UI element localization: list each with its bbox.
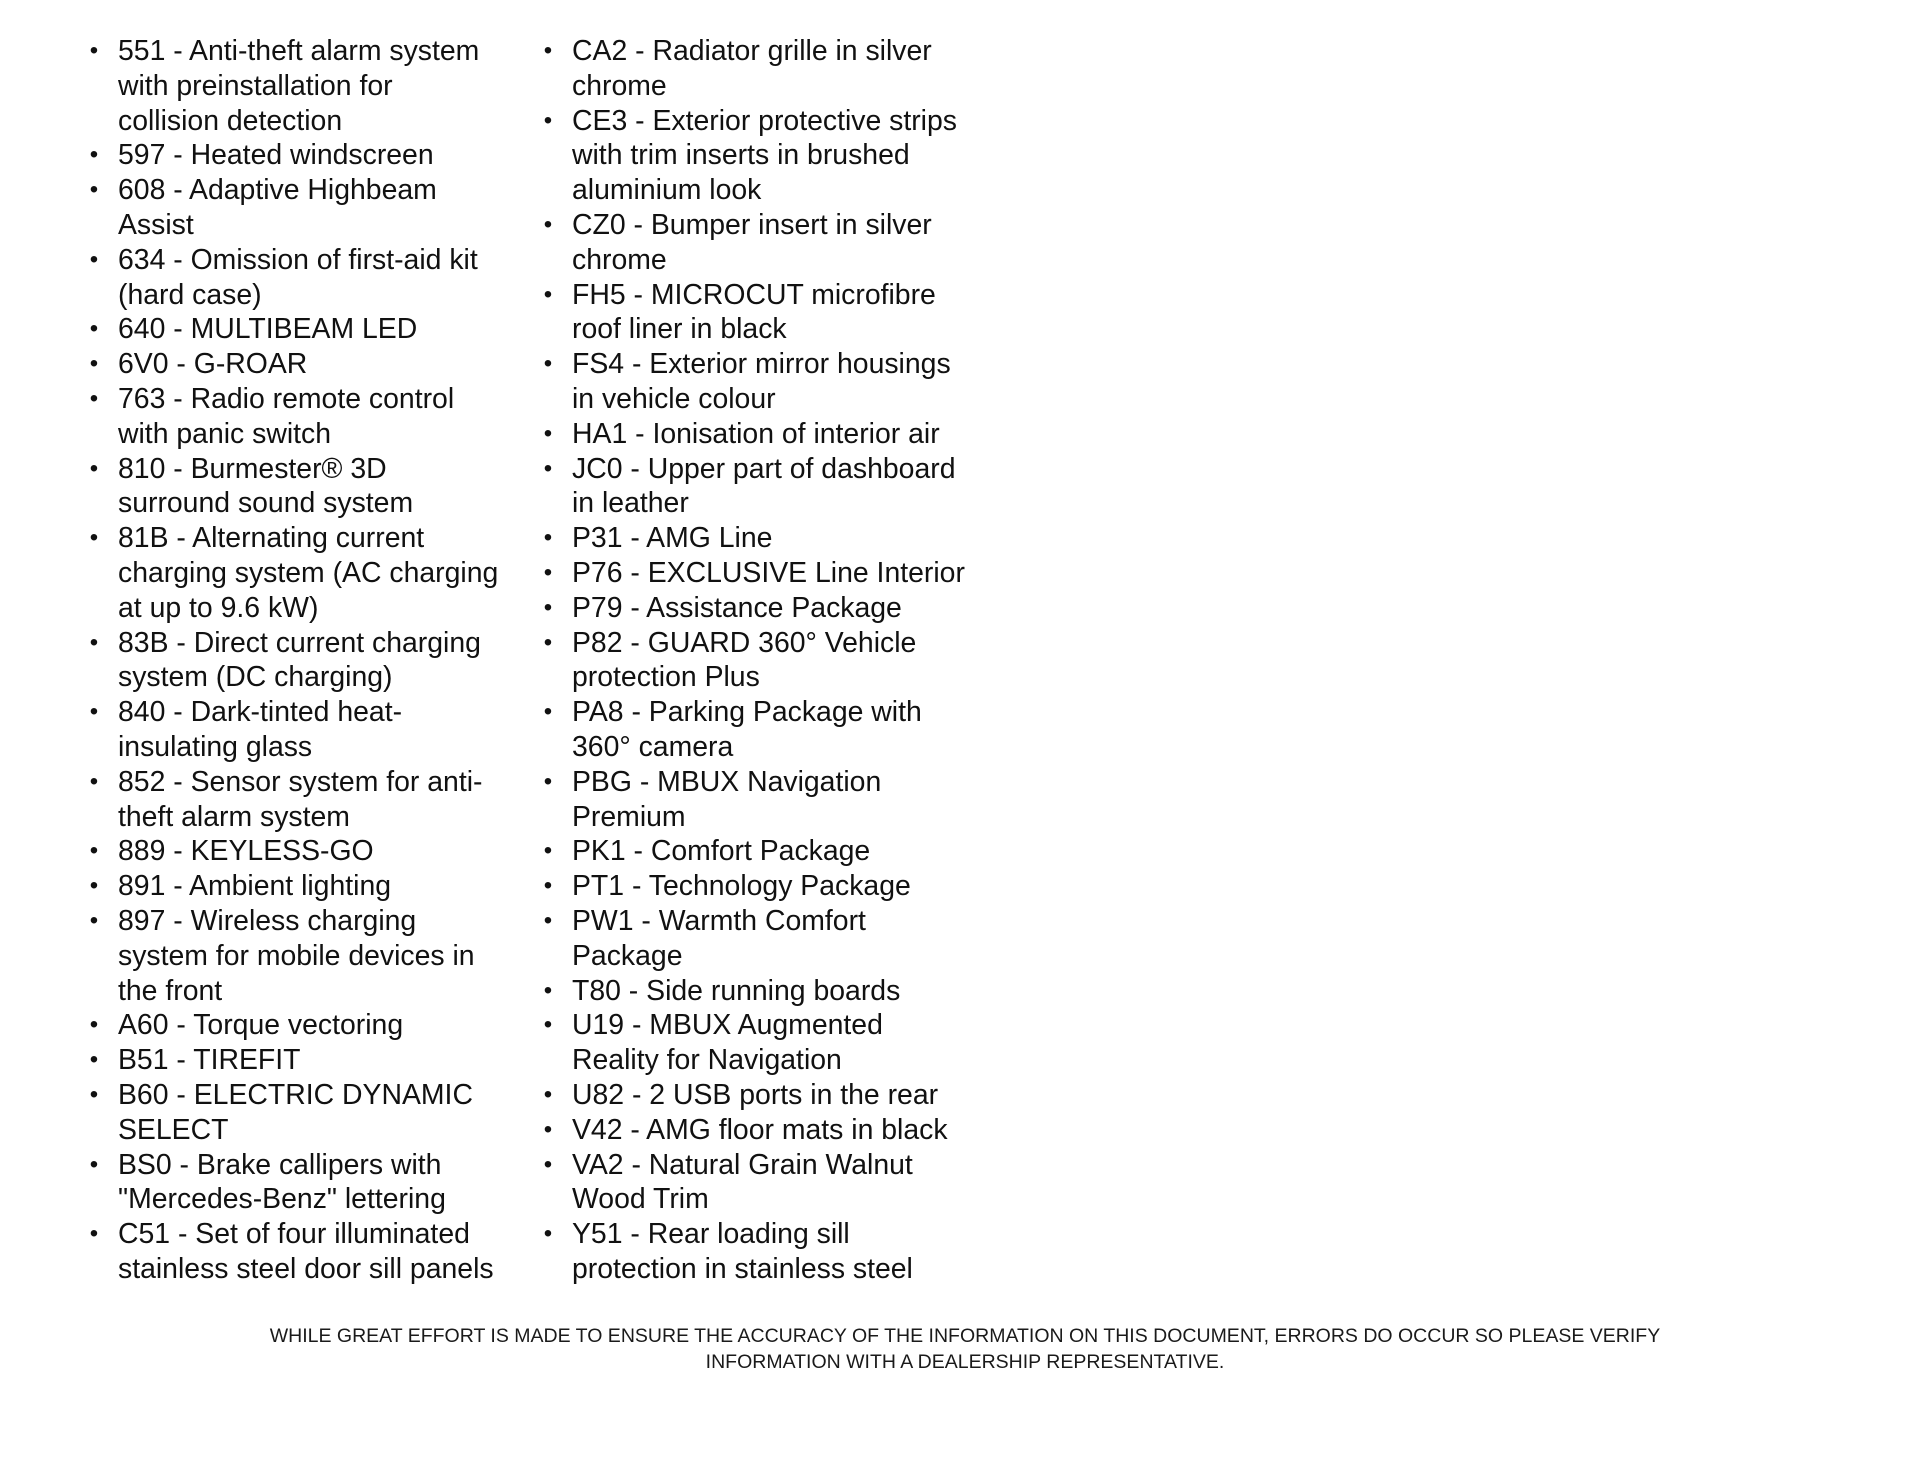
- option-label: Y51 - Rear loading sill protection in stainless steel: [572, 1218, 913, 1285]
- option-label: PK1 - Comfort Package: [572, 835, 871, 868]
- option-label: V42 - AMG floor mats in black: [572, 1113, 948, 1146]
- bullet-icon: •: [89, 1150, 99, 1178]
- option-item: [538, 904, 988, 974]
- option-item: [84, 347, 524, 382]
- option-item: [84, 1078, 524, 1148]
- disclaimer: [200, 1323, 1730, 1375]
- bullet-icon: •: [89, 837, 99, 865]
- bullet-icon: •: [543, 1150, 553, 1178]
- bullet-icon: •: [89, 350, 99, 378]
- bullet-icon: •: [89, 872, 99, 900]
- option-label: 889 - KEYLESS-GO: [118, 835, 374, 868]
- bullet-icon: •: [543, 37, 553, 64]
- bullet-icon: •: [89, 767, 99, 795]
- option-item: [538, 1008, 988, 1078]
- option-label: A60 - Torque vectoring: [118, 1009, 404, 1042]
- option-item: [84, 173, 524, 243]
- option-label: FH5 - MICROCUT microfibre roof liner in black: [572, 278, 936, 346]
- option-item: [538, 626, 988, 696]
- option-label: U19 - MBUX Augmented Reality for Navigation: [572, 1009, 883, 1077]
- option-item: [84, 138, 524, 173]
- option-label: 608 - Adaptive Highbeam Assist: [118, 174, 437, 241]
- bullet-icon: •: [543, 558, 553, 586]
- option-item: [538, 1113, 988, 1148]
- option-label: 597 - Heated windscreen: [118, 139, 434, 172]
- option-item: [84, 869, 524, 904]
- option-item: [538, 1078, 988, 1113]
- bullet-icon: •: [89, 1011, 99, 1039]
- bullet-icon: •: [543, 524, 553, 552]
- bullet-icon: •: [89, 628, 99, 656]
- option-label: 83B - Direct current charging system (DC charging): [118, 626, 481, 694]
- option-item: [84, 382, 524, 452]
- option-label: B51 - TIREFIT: [118, 1044, 301, 1077]
- bullet-icon: •: [89, 698, 99, 726]
- option-item: [538, 34, 988, 104]
- option-label: BS0 - Brake callipers with "Mercedes-Benz" lettering: [118, 1148, 446, 1216]
- bullet-icon: •: [89, 176, 99, 204]
- disclaimer-line-1: WHILE GREAT EFFORT IS MADE TO ENSURE THE ACCURACY OF THE INFORMATION ON THIS DOCUMENT, ERRORS DO OCCUR SO PLEASE VERIFY: [269, 1325, 1661, 1347]
- option-item: [84, 626, 524, 696]
- option-label: CE3 - Exterior protective strips with trim inserts in brushed aluminium look: [572, 104, 957, 207]
- option-item: [538, 834, 988, 869]
- bullet-icon: •: [89, 1046, 99, 1074]
- option-item: [538, 1217, 988, 1287]
- bullet-icon: •: [543, 1115, 553, 1143]
- option-label: U82 - 2 USB ports in the rear: [572, 1078, 939, 1111]
- option-item: [538, 556, 988, 591]
- option-item: [84, 34, 524, 138]
- option-label: P31 - AMG Line: [572, 522, 773, 555]
- option-item: [538, 208, 988, 278]
- option-label: 897 - Wireless charging system for mobile devices in the front: [118, 904, 475, 1007]
- bullet-icon: •: [543, 628, 553, 656]
- bullet-icon: •: [89, 1080, 99, 1108]
- bullet-icon: •: [543, 593, 553, 621]
- option-item: [84, 695, 524, 765]
- bullet-icon: •: [543, 976, 553, 1004]
- option-label: P76 - EXCLUSIVE Line Interior: [572, 556, 965, 589]
- bullet-icon: •: [89, 245, 99, 273]
- bullet-icon: •: [543, 350, 553, 378]
- bullet-icon: •: [543, 1220, 553, 1248]
- option-label: 852 - Sensor system for anti- theft alarm system: [118, 765, 483, 833]
- option-label: CZ0 - Bumper insert in silver chrome: [572, 208, 932, 276]
- option-item: [84, 1008, 524, 1043]
- option-label: T80 - Side running boards: [572, 974, 901, 1007]
- bullet-icon: •: [89, 384, 99, 412]
- bullet-icon: •: [89, 1220, 99, 1248]
- option-item: [538, 278, 988, 348]
- option-label: VA2 - Natural Grain Walnut Wood Trim: [572, 1148, 913, 1216]
- bullet-icon: •: [543, 280, 553, 308]
- option-item: [84, 1148, 524, 1218]
- option-label: B60 - ELECTRIC DYNAMIC SELECT: [118, 1078, 473, 1146]
- bullet-icon: •: [543, 1080, 553, 1108]
- option-label: C51 - Set of four illuminated stainless steel door sill panels: [118, 1218, 494, 1285]
- option-item: [538, 417, 988, 452]
- option-item: [538, 347, 988, 417]
- bullet-icon: •: [89, 141, 99, 169]
- option-item: [538, 104, 988, 208]
- bullet-icon: •: [543, 906, 553, 934]
- option-item: [84, 834, 524, 869]
- bullet-icon: •: [543, 872, 553, 900]
- disclaimer-line-2: INFORMATION WITH A DEALERSHIP REPRESENTATIVE.: [705, 1351, 1225, 1373]
- option-item: [538, 521, 988, 556]
- option-label: JC0 - Upper part of dashboard in leather: [572, 452, 956, 520]
- option-label: P79 - Assistance Package: [572, 591, 902, 624]
- option-label: CA2 - Radiator grille in silver chrome: [572, 35, 932, 102]
- option-item: [538, 591, 988, 626]
- option-item: [538, 765, 988, 835]
- option-item: [538, 695, 988, 765]
- bullet-icon: •: [543, 106, 553, 134]
- option-label: 551 - Anti-theft alarm system with preinstallation for collision detection: [118, 35, 480, 137]
- option-label: 640 - MULTIBEAM LED: [118, 313, 418, 346]
- option-label: 891 - Ambient lighting: [118, 870, 392, 903]
- option-label: 634 - Omission of first-aid kit (hard case): [118, 243, 478, 311]
- option-item: [538, 869, 988, 904]
- bullet-icon: •: [543, 837, 553, 865]
- option-item: [84, 452, 524, 522]
- bullet-icon: •: [543, 454, 553, 482]
- bullet-icon: •: [543, 210, 553, 238]
- option-label: P82 - GUARD 360° Vehicle protection Plus: [572, 626, 917, 694]
- option-item: [84, 1217, 524, 1287]
- option-item: [84, 521, 524, 625]
- option-label: 810 - Burmester® 3D surround sound system: [118, 452, 414, 520]
- bullet-icon: •: [89, 37, 99, 64]
- option-item: [538, 452, 988, 522]
- option-label: 81B - Alternating current charging system (AC charging at up to 9.6 kW): [118, 522, 499, 624]
- option-item: [84, 765, 524, 835]
- options-column-left: [84, 34, 524, 1287]
- bullet-icon: •: [89, 524, 99, 552]
- option-label: PBG - MBUX Navigation Premium: [572, 765, 882, 833]
- bullet-icon: •: [89, 454, 99, 482]
- bullet-icon: •: [89, 906, 99, 934]
- bullet-icon: •: [543, 1011, 553, 1039]
- bullet-icon: •: [89, 315, 99, 343]
- option-label: PW1 - Warmth Comfort Package: [572, 904, 866, 972]
- option-label: HA1 - Ionisation of interior air: [572, 417, 940, 450]
- option-item: [84, 243, 524, 313]
- bullet-icon: •: [543, 767, 553, 795]
- options-column-right: [538, 34, 988, 1287]
- option-item: [538, 974, 988, 1009]
- bullet-icon: •: [543, 419, 553, 447]
- option-item: [84, 904, 524, 1008]
- option-label: 840 - Dark-tinted heat- insulating glass: [118, 696, 403, 763]
- option-label: PT1 - Technology Package: [572, 870, 911, 903]
- option-item: [538, 1148, 988, 1218]
- option-label: PA8 - Parking Package with 360° camera: [572, 696, 922, 763]
- option-label: FS4 - Exterior mirror housings in vehicle colour: [572, 348, 951, 415]
- option-item: [84, 312, 524, 347]
- option-label: 6V0 - G-ROAR: [118, 348, 308, 381]
- option-item: [84, 1043, 524, 1078]
- bullet-icon: •: [543, 698, 553, 726]
- option-label: 763 - Radio remote control with panic switch: [118, 382, 455, 450]
